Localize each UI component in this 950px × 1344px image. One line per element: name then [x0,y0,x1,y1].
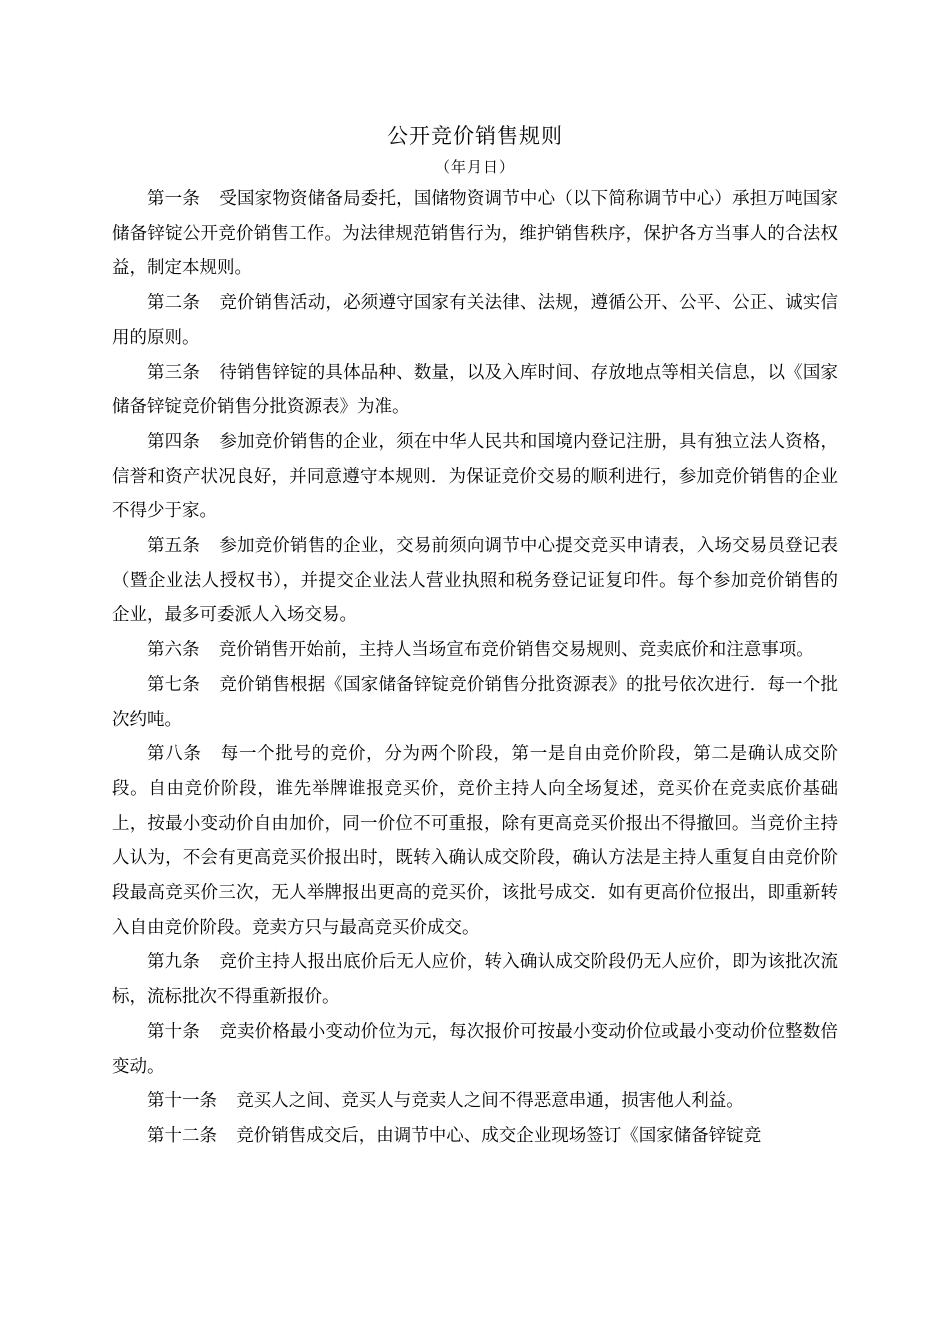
article-label: 第三条 [147,362,201,383]
article-text: 待销售锌锭的具体品种、数量，以及入库时间、存放地点等相关信息，以《国家储备锌锭竞价销售分批资源表》为准。 [112,362,839,418]
article-text: 竞价主持人报出底价后无人应价，转入确认成交阶段仍无人应价，即为该批次流标，流标批次不得重新报价。 [112,952,839,1008]
article-11 [112,1084,838,1119]
article-text: 竞价销售根据《国家储备锌锭竞价销售分批资源表》的批号依次进行．每一个批次约吨。 [112,674,839,730]
article-2 [112,286,838,355]
article-label: 第一条 [147,189,201,209]
article-6 [112,633,838,668]
article-12 [112,1119,838,1154]
article-label: 第六条 [147,640,200,661]
article-text: 竞卖价格最小变动价位为元，每次报价可按最小变动价位或最小变动价位整数倍变动。 [112,1021,839,1077]
article-text: 竞价销售活动，必须遵守国家有关法律、法规，遵循公开、公平、公正、诚实信用的原则。 [112,293,839,348]
article-text: 参加竞价销售的企业，交易前须向调节中心提交竞买申请表，入场交易员登记表（暨企业法人授权书），并提交企业法人营业执照和税务登记证复印件。每个参加竞价销售的企业，最多可委派人入场交易。 [112,536,839,626]
document-date: （年月日） [434,158,515,176]
article-9 [112,945,838,1014]
article-label: 第九条 [147,952,201,973]
article-label: 第八条 [147,744,202,765]
article-3 [112,356,838,425]
article-text: 每一个批号的竞价，分为两个阶段，第一是自由竞价阶段，第二是确认成交阶段。自由竞价阶段，谁先举牌谁报竞买价，竞价主持人向全场复述，竞买价在竞卖底价基础上，按最小变动价自由加价，同一价位不可重报，除有更高竞买价报出不得撤回。当竞价主持人认为，不会有更高竞买价报出时，既转入确认成交阶段，确认方法是主持人重复自由竞价阶段最高竞买价三次，无人举牌报出更高的竞买价，该批号成交．如有更高价位报出，即重新转入自由竞价阶段。竞卖方只与最高竞买价成交。 [112,744,839,938]
article-text: 竞价销售成交后，由调节中心、成交企业现场签订《国家储备锌锭竞 [236,1125,762,1146]
article-text: 参加竞价销售的企业，须在中华人民共和国境内登记注册，具有独立法人资格，信誉和资产状况良好，并同意遵守本规则．为保证竞价交易的顺利进行，参加竞价销售的企业不得少于家。 [112,431,839,522]
article-text: 竞价销售开始前，主持人当场宣布竞价销售交易规则、竞卖底价和注意事项。 [218,640,814,661]
article-8 [112,737,838,945]
article-label: 第十条 [147,1021,201,1042]
article-text: 受国家物资储备局委托，国储物资调节中心（以下简称调节中心）承担万吨国家储备锌锭公开竞价销售工作。为法律规范销售行为，维护销售秩序，保护各方当事人的合法权益，制定本规则。 [112,189,839,279]
article-label: 第十一条 [147,1091,217,1112]
article-label: 第七条 [147,674,201,695]
article-label: 第十二条 [147,1125,217,1146]
article-label: 第五条 [147,536,201,557]
article-label: 第四条 [147,431,201,452]
article-10 [112,1015,838,1084]
article-4 [112,425,838,529]
article-label: 第二条 [147,293,201,314]
article-5 [112,529,838,633]
article-1 [112,182,838,286]
document-title: 公开竞价销售规则 [387,124,563,148]
article-7 [112,668,838,737]
article-text: 竞买人之间、竞买人与竞卖人之间不得恶意串通，损害他人利益。 [236,1091,744,1112]
